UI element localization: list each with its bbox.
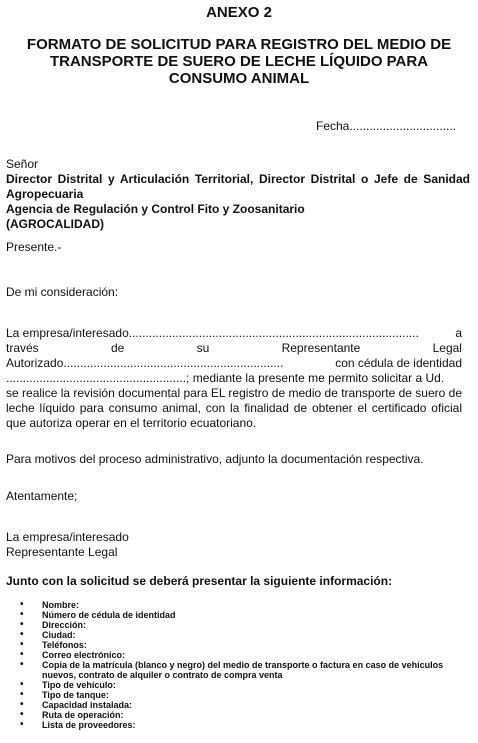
- addressee-line-3: Agencia de Regulación y Control Fito y Zoosanitario: [6, 202, 305, 216]
- list-item: • Correo electrónico:: [20, 650, 472, 660]
- atentamente: Atentamente;: [6, 489, 78, 503]
- list-item: • Número de cédula de identidad: [20, 610, 472, 620]
- requirements-heading: Junto con la solicitud se deberá presentar la siguiente información:: [6, 574, 393, 588]
- motivos: Para motivos del proceso administrativo, adjunto la documentación respectiva.: [6, 452, 424, 466]
- list-item: • Lista de proveedores:: [20, 720, 472, 730]
- list-item: • Ruta de operación:: [20, 710, 472, 720]
- list-item: • Tipo de vehículo:: [20, 680, 472, 690]
- salutation: Señor: [6, 157, 39, 171]
- signature-block: [6, 530, 470, 560]
- list-item: • Dirección:: [20, 620, 472, 630]
- para-rest: se realice la revisión documental para EL registro de medio de transporte de suero de leche líquido para consumo animal, con la finalidad de obtener el certificado oficial que autoriza operar en el territorio ecuatoriano.: [6, 386, 462, 430]
- list-item: • Tipo de tanque:: [20, 690, 472, 700]
- date-field: Fecha................................: [316, 119, 457, 133]
- request-paragraph: [6, 326, 462, 431]
- list-item: • Copia de la matrícula (blanco y negro) del medio de transporte o factura en caso de vehículos nuevos, contrato de alquiler o contrato de compra venta: [20, 660, 472, 680]
- requirements-list: [20, 600, 472, 730]
- representative-field: Autorizado..................................................................: [6, 356, 284, 370]
- list-item: • Teléfonos:: [20, 640, 472, 650]
- addressee-block: [6, 172, 470, 232]
- addressee-line-4: (AGROCALIDAD): [6, 217, 104, 231]
- presente: Presente.-: [6, 240, 62, 254]
- para-line-2: través de su Representante Legal: [6, 341, 462, 355]
- signature-line-1: La empresa/interesado: [6, 530, 129, 544]
- annex-heading: ANEXO 2: [206, 4, 272, 21]
- signature-line-2: Representante Legal: [6, 545, 118, 559]
- title-line-2: TRANSPORTE DE SUERO DE LECHE LÍQUIDO PARA: [49, 53, 429, 70]
- document-title: [14, 36, 464, 87]
- id-field: ......................................................; mediante la presente me permito solicitar a Ud.: [6, 371, 445, 385]
- title-line-1: FORMATO DE SOLICITUD PARA REGISTRO DEL MEDIO DE: [26, 36, 452, 53]
- company-field: La empresa/interesado.......................................................................................: [6, 326, 419, 340]
- list-item: • Capacidad instalada:: [20, 700, 472, 710]
- consideracion: De mi consideración:: [6, 285, 119, 299]
- para-line-3: Autorizado.................................................................. con cédula de identidad: [6, 356, 462, 370]
- addressee-line-2: Agropecuaria: [6, 187, 84, 201]
- para-line-1: La empresa/interesado....................................................................................... a: [6, 326, 462, 340]
- list-item: • Ciudad:: [20, 630, 472, 640]
- list-item: • Nombre:: [20, 600, 472, 610]
- title-line-3: CONSUMO ANIMAL: [168, 70, 310, 87]
- addressee-line-1: Director Distrital y Articulación Territorial, Director Distrital o Jefe de Sanidad: [6, 172, 470, 186]
